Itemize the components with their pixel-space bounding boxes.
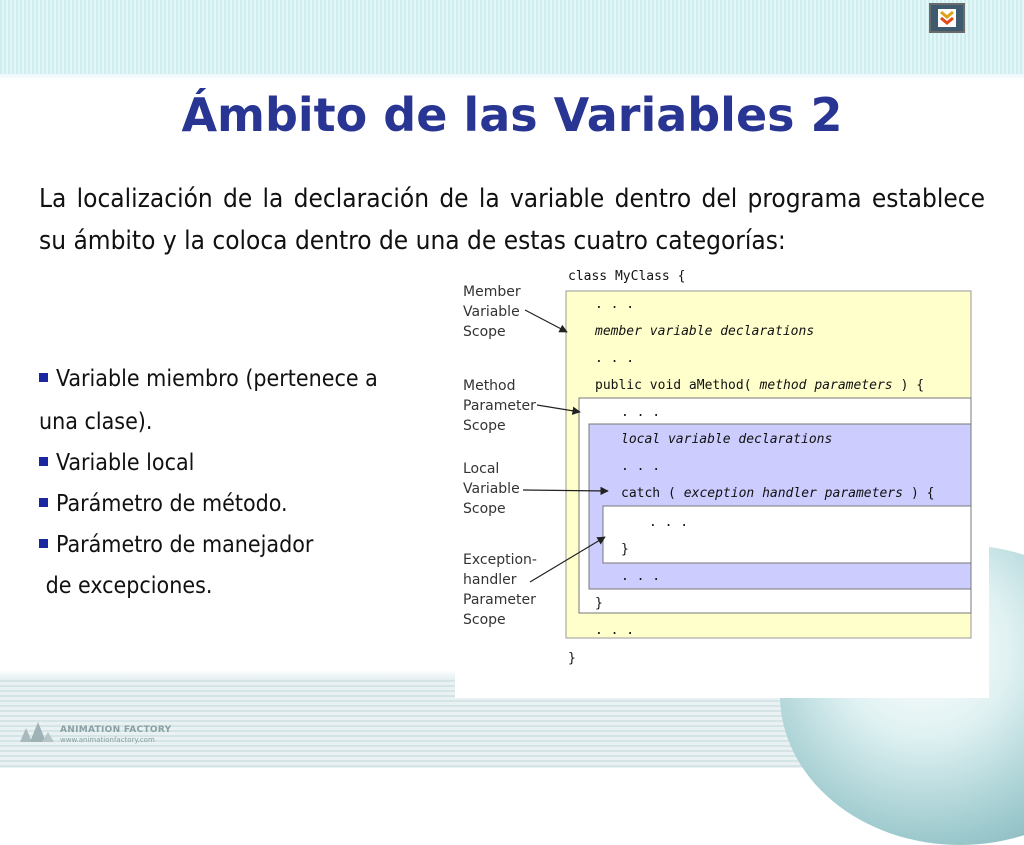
code-method-params: method parameters (759, 378, 893, 393)
label-method-2: Parameter (463, 398, 536, 414)
label-member-2: Variable (463, 304, 520, 320)
code-brace-close: } (621, 542, 629, 557)
code-dots: . . . (595, 297, 635, 312)
code-dots: . . . (595, 623, 635, 638)
bullet-item-local (39, 450, 194, 476)
bullet-text: Parámetro de manejador (56, 532, 314, 558)
bullet-item-handler-param-continued: de excepciones. (39, 573, 213, 599)
bullet-item-member (39, 366, 378, 392)
label-exception-2: handler (463, 572, 517, 588)
nav-button[interactable] (929, 3, 965, 33)
bullet-square-icon (39, 457, 48, 466)
code-dots: . . . (621, 405, 661, 420)
code-class-close: } (568, 651, 576, 666)
code-dots: . . . (621, 459, 661, 474)
code-catch-params: exception handler parameters (683, 486, 903, 501)
label-exception-3: Parameter (463, 592, 536, 608)
label-member-1: Member (463, 284, 521, 300)
bullet-text: Parámetro de método. (56, 491, 288, 517)
bullet-square-icon (39, 373, 48, 382)
code-catch-signature (621, 486, 934, 501)
label-member-3: Scope (463, 324, 506, 340)
animation-factory-logo-icon (18, 718, 56, 744)
code-catch-open: catch ( (621, 486, 676, 501)
label-method-3: Scope (463, 418, 506, 434)
code-local-decl: local variable declarations (621, 432, 833, 447)
code-dots: . . . (621, 569, 661, 584)
code-method-open: public void aMethod( (595, 378, 752, 393)
code-catch-brace: ) { (910, 486, 935, 501)
code-dots: . . . (649, 515, 689, 530)
code-member-decl: member variable declarations (595, 324, 815, 339)
code-class-open: class MyClass { (568, 269, 686, 284)
label-exception-4: Scope (463, 612, 506, 628)
double-chevron-down-icon (935, 8, 959, 28)
label-exception-1: Exception- (463, 552, 537, 568)
code-brace-close: } (595, 596, 603, 611)
intro-paragraph: La localización de la declaración de la variable dentro del programa establece su ámbito y la coloca dentro de una de estas cuatro categorías: (39, 184, 985, 256)
top-decorative-band (0, 0, 1024, 80)
scope-diagram (455, 262, 989, 698)
arrow-member (525, 310, 567, 332)
bullet-item-handler-param (39, 532, 313, 558)
bullet-item-method-param (39, 491, 288, 517)
label-local-2: Variable (463, 481, 520, 497)
footer-logo (18, 718, 172, 748)
code-method-brace: ) { (900, 378, 925, 393)
bullet-square-icon (39, 539, 48, 548)
label-local-3: Scope (463, 501, 506, 517)
label-local-1: Local (463, 461, 500, 477)
code-method-signature (595, 378, 924, 393)
scope-diagram-svg (455, 262, 989, 698)
logo-name: ANIMATION FACTORY (60, 725, 172, 735)
logo-url: www.animationfactory.com (60, 736, 155, 744)
label-method-1: Method (463, 378, 516, 394)
bullet-text: Variable miembro (pertenece a (56, 366, 378, 392)
bullet-square-icon (39, 498, 48, 507)
code-dots: . . . (595, 351, 635, 366)
bullet-text: Variable local (56, 450, 195, 476)
bullet-item-member-continued: una clase). (39, 409, 153, 435)
slide-title: Ámbito de las Variables 2 (181, 88, 843, 142)
